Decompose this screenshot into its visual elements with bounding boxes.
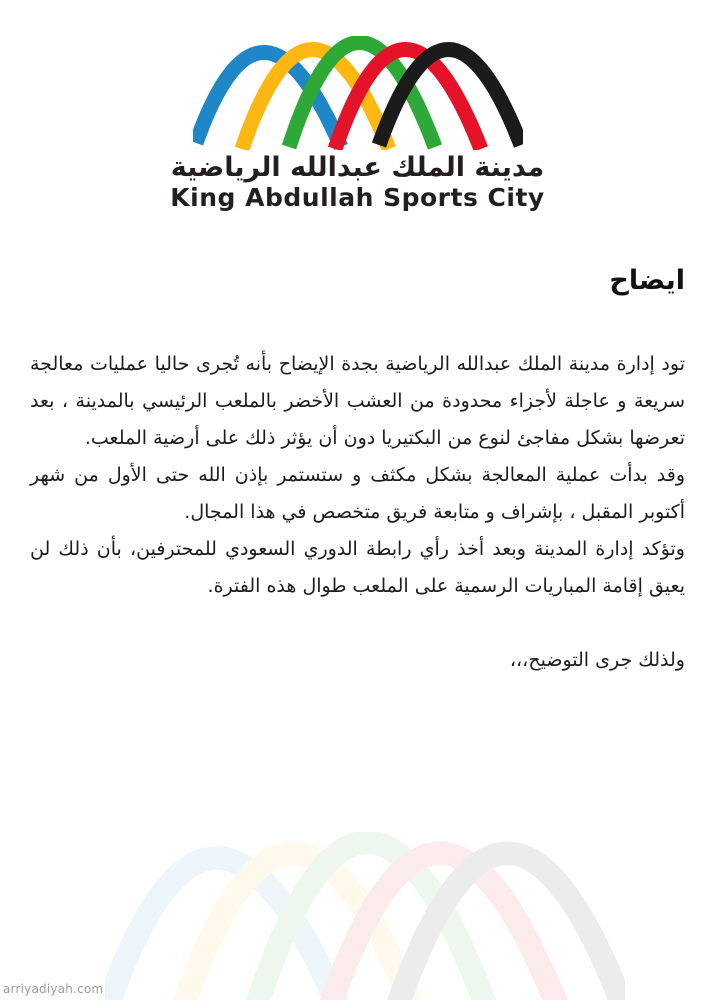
header xyxy=(0,0,715,213)
kasc-arches-logo-icon xyxy=(193,36,523,150)
statement-paragraph: وقد بدأت عملية المعالجة بشكل مكثف و ستستمر بإذن الله حتى الأول من شهر أكتوبر المقبل ، بإشراف و متابعة فريق متخصص في هذا المجال. xyxy=(30,464,685,524)
statement-body xyxy=(0,265,715,671)
statement-closing-line: ولذلك جرى التوضيح،،، xyxy=(509,649,685,672)
brand-name-english: King Abdullah Sports City xyxy=(170,183,545,213)
statement-paragraph: وتؤكد إدارة المدينة وبعد أخذ رأي رابطة الدوري السعودي للمحترفين، بأن ذلك لن يعيق إقامة المباريات الرسمية على الملعب طوال هذه الفترة. xyxy=(30,538,685,598)
brand-name-arabic: مدينة الملك عبدالله الرياضية xyxy=(170,152,545,183)
statement-paragraphs xyxy=(30,346,685,605)
source-credit: arriyadiyah.com xyxy=(3,982,104,996)
statement-paragraph: تود إدارة مدينة الملك عبدالله الرياضية بجدة الإيضاح بأنه تُجرى حاليا عمليات معالجة سريعة و عاجلة لأجزاء محدودة من العشب الأخضر بالملعب الرئيسي بالمدينة ، بعد تعرضها بشكل مفاجئ لنوع من البكتيريا دون أن يؤثر ذلك على أرضية الملعب. xyxy=(30,353,685,450)
statement-heading: ايضاح xyxy=(609,265,685,297)
kasc-arches-watermark-icon xyxy=(105,832,625,1000)
